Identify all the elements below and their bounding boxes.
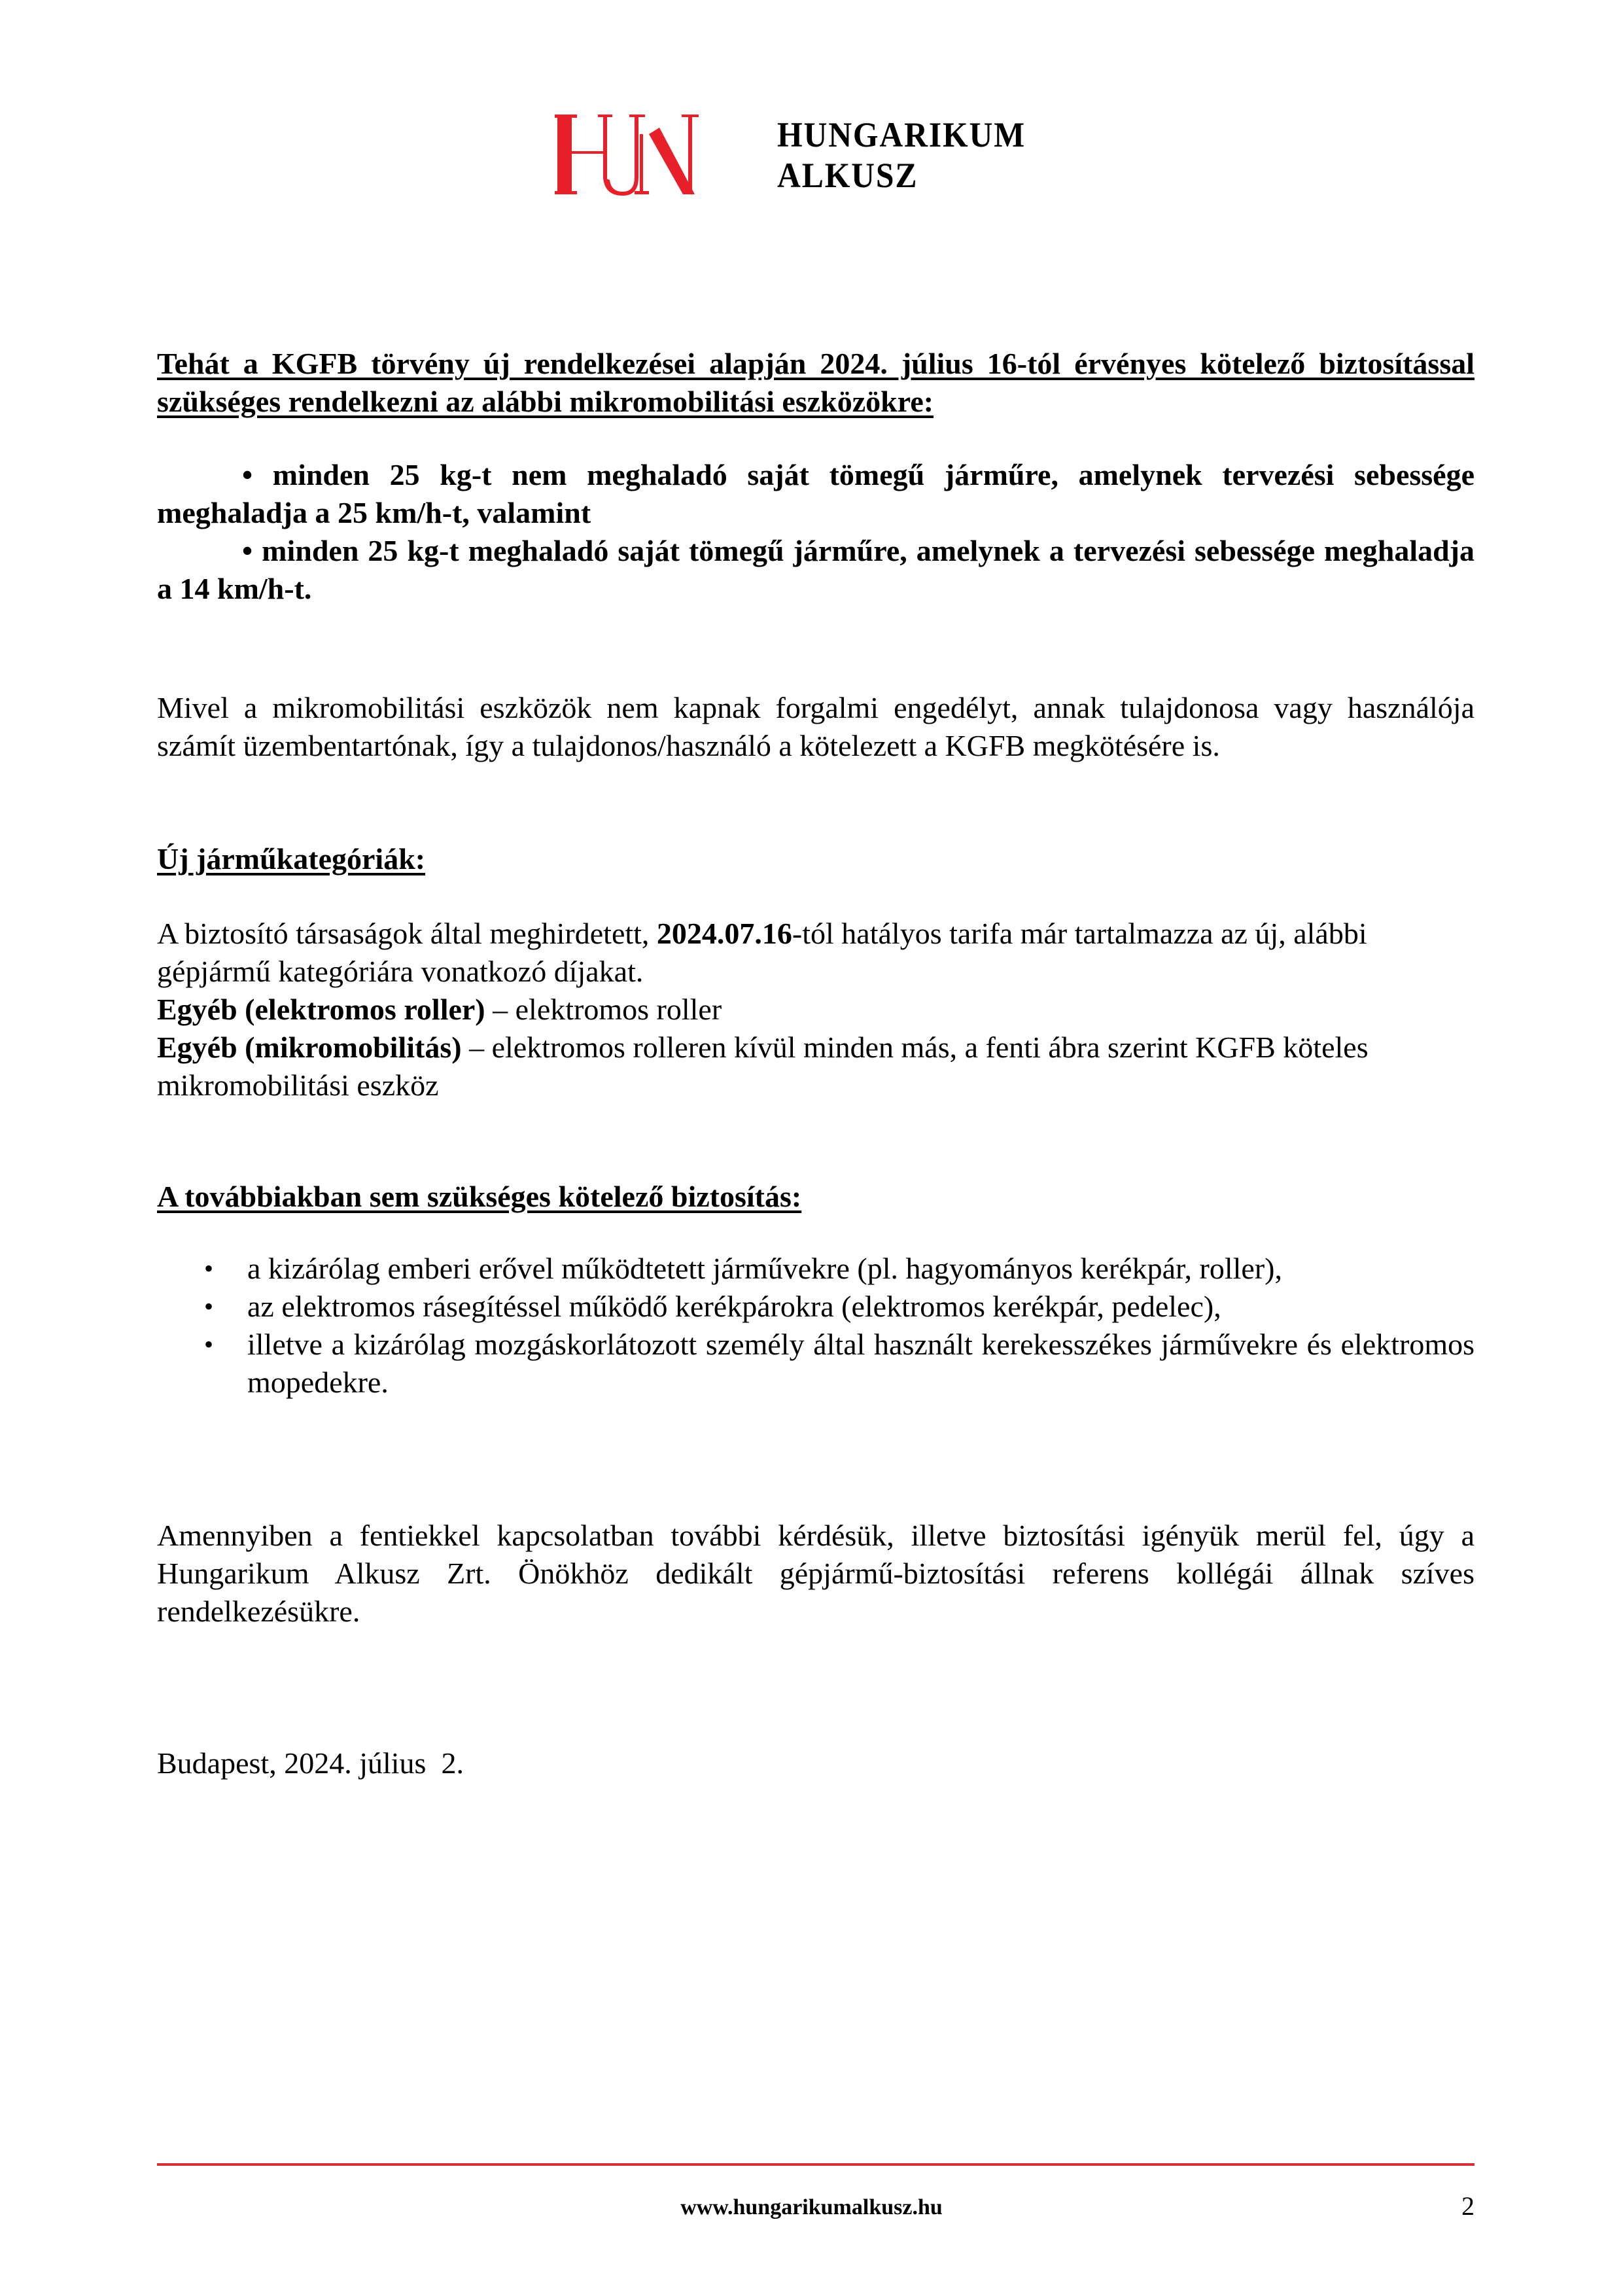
page-number: 2 [1461,2191,1475,2221]
bullet-icon: • [204,1330,214,1359]
bullet-icon: • [242,534,253,567]
footer-website-link[interactable]: www.hungarikumalkusz.hu [680,2195,943,2219]
intro-paragraph [157,345,1475,421]
operator-paragraph: Mivel a mikromobilitási eszközök nem kapnak forgalmi engedélyt, annak tulajdonosa vagy használója számít üzembentartónak, így a tulajdonos/használó a kötelezett a KGFB megkötésére is. [157,691,1475,762]
brand-name [777,115,1026,196]
categories-heading-text: Új járműkategóriák: [157,842,426,875]
bullet-icon: • [204,1254,214,1283]
category-name: Egyéb (mikromobilitás) [157,1031,462,1064]
effective-date: 2024.07.16 [656,917,792,950]
category-desc: – elektromos rolleren kívül minden más, a fenti ábra szerint KGFB köteles mikromobilitási eszköz [157,1031,1369,1102]
exempt-item: • illetve a kizárólag mozgáskorlátozott személy által használt kerekesszékes járművekre és elektromos mopedekre. [157,1326,1475,1402]
categories-intro: A biztosító társaságok által meghirdetett, 2024.07.16-tól hatályos tarifa már tartalmazza az új, alábbi gépjármű kategóriára vonatkozó díjakat. [157,917,1367,988]
category-name: Egyéb (elektromos roller) [157,993,485,1026]
exempt-heading-text: A továbbiakban sem szükséges kötelező biztosítás: [157,1180,802,1213]
exempt-item: • a kizárólag emberi erővel működtetett járművekre (pl. hagyományos kerékpár, roller), [157,1250,1475,1288]
intro-text: Tehát a KGFB törvény új rendelkezései alapján 2024. július 16-tól érvényes kötelező biztosítással szükséges rendelkezni az alábbi mikromobilitási eszközökre: [157,347,1475,418]
requirement-text: minden 25 kg-t nem meghaladó saját tömegű járműre, amelynek tervezési sebessége meghaladja a 25 km/h-t, valamint [157,458,1475,529]
closing-date: Budapest, 2024. július 2. [157,1746,464,1780]
footer-divider [157,2163,1475,2166]
category-desc: – elektromos roller [485,993,722,1026]
requirements-list [157,456,1475,608]
contact-paragraph: Amennyiben a fentiekkel kapcsolatban további kérdésük, illetve biztosítási igényük merül fel, úgy a Hungarikum Alkusz Zrt. Önökhöz dedikált gépjármű-biztosítási referens kollégái állnak szíves rendelkezésükre. [157,1519,1475,1628]
company-logo [555,113,1047,198]
bullet-icon: • [204,1292,214,1321]
requirement-item [157,456,1475,532]
requirement-text: minden 25 kg-t meghaladó saját tömegű járműre, amelynek a tervezési sebessége meghaladja a 14 km/h-t. [157,534,1475,605]
exempt-item: • az elektromos rásegítéssel működő kerékpárokra (elektromos kerékpár, pedelec), [157,1288,1475,1326]
brand-line-1: HUNGARIKUM [777,115,1026,154]
categories-paragraph [157,915,1475,1104]
exempt-list [157,1250,1475,1402]
hun-monogram-icon [555,115,738,196]
bullet-icon: • [242,458,253,491]
requirement-item [157,532,1475,608]
category-item [157,1029,1475,1104]
exempt-heading [157,1178,1475,1216]
brand-line-2: ALKUSZ [777,156,918,195]
categories-heading [157,840,1475,878]
category-item [157,991,1475,1029]
